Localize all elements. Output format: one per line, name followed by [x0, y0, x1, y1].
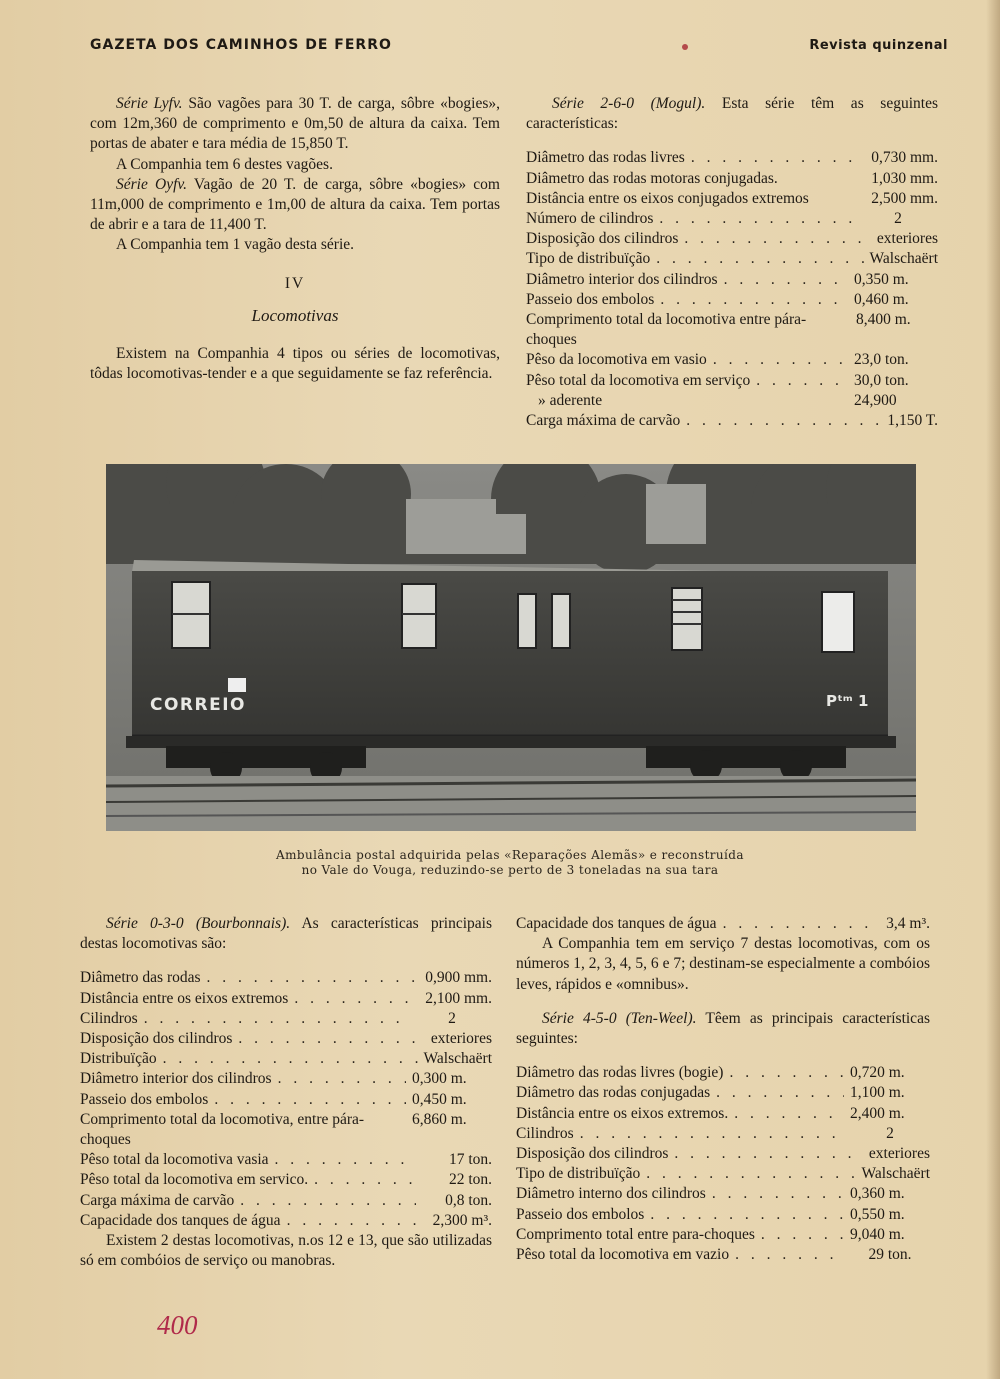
page-number: 400	[157, 1310, 198, 1340]
series-lyfv-label: Série Lyfv.	[116, 95, 183, 112]
left-bottom-column	[80, 914, 492, 1271]
spec-row: Pêso total da locomotiva em vazio . . . 29 ton.	[516, 1245, 930, 1265]
paragraph-mogul-count: A Companhia tem em serviço 7 destas locomotivas, com os números 1, 2, 3, 4, 5, 6 e 7; destinam-se especialmente a combóios leves, rápidos e «omnibus».	[516, 935, 930, 993]
right-bottom-column	[516, 914, 930, 1265]
spec-row: Cilindros . . . 2	[80, 1009, 492, 1029]
series-mogul-label: Série 2-6-0 (Mogul).	[552, 95, 706, 112]
spec-row: Pêso total da locomotiva em servico. . . . 22 ton.	[80, 1170, 492, 1190]
series-tenweel-text: Têem as principais características seguintes:	[516, 1009, 930, 1048]
spec-row: » aderente 24,900	[538, 391, 897, 409]
page-binding-shadow	[986, 0, 1000, 1379]
postal-coach-illustration	[106, 464, 916, 831]
spec-row: Diâmetro das rodas livres (bogie) . . . 0,720 m.	[516, 1063, 930, 1083]
spec-row: Carga máxima de carvão . . . 0,8 ton.	[80, 1191, 492, 1211]
series-bourbonnais-text: As características principais destas locomotivas são:	[80, 915, 492, 953]
spec-row: Distância entre os eixos extremos. . . . 2,400 m.	[516, 1104, 930, 1124]
spec-row: Diâmetro interno dos cilindros . . . 0,360 m.	[516, 1184, 930, 1204]
right-top-column	[526, 94, 938, 431]
spec-row: Pêso total da locomotiva em serviço . . . 30,0 ton.	[526, 371, 938, 391]
paragraph-oyfv	[90, 175, 500, 236]
spec-row: Tipo de distribuïção . . . Walschaërt	[516, 1164, 930, 1184]
section-title: Locomotivas	[251, 305, 339, 325]
spec-row: Diâmetro das rodas livres . . . 0,730 mm.	[526, 148, 938, 168]
spec-row: Diâmetro das rodas . . . 0,900 mm.	[80, 968, 492, 988]
spec-row: Passeio dos embolos . . . 0,550 m.	[516, 1205, 930, 1225]
spec-row: Pêso total da locomotiva vasia . . . 17 ton.	[80, 1150, 492, 1170]
paragraph-lyfv-count: A Companhia tem 6 destes vagões.	[116, 155, 333, 173]
spec-row: Distância entre os eixos extremos . . . 2,100 mm.	[80, 989, 492, 1009]
paragraph-lyfv	[90, 94, 500, 155]
spec-row: Distância entre os eixos conjugados extremos 2,500 mm.	[526, 189, 938, 207]
spec-row: Número de cilindros . . . 2	[526, 209, 938, 229]
coach-label: CORREIO	[150, 695, 246, 715]
spec-row: Comprimento total entre para-choques . . . 9,040 m.	[516, 1225, 930, 1245]
paragraph-mogul-intro	[526, 94, 938, 134]
spec-row: Pêso da locomotiva em vasio . . . 23,0 ton.	[526, 350, 938, 370]
series-oyfv-label: Série Oyfv.	[116, 175, 187, 193]
left-top-column	[90, 94, 500, 384]
paragraph-bourbonnais-count: Existem 2 destas locomotivas, n.os 12 e 13, que são utilizadas só em combóios de serviço ou manobras.	[80, 1232, 492, 1270]
paragraph-bourbonnais-intro	[80, 914, 492, 954]
journal-subtitle: Revista quinzenal	[809, 38, 948, 53]
series-lyfv-text: São vagões para 30 T. de carga, sôbre «bogies», com 12m,360 de comprimento e 0m,50 de altura da caixa. Tem portas de abater e tara média de 15,850 T.	[90, 95, 500, 153]
series-bourbonnais-label: Série 0-3-0 (Bourbonnais).	[106, 915, 291, 932]
spec-row: Tipo de distribuïção . . . Walschaërt	[526, 249, 938, 269]
coach-number: Pᵗᵐ 1	[826, 692, 869, 710]
paragraph-oyfv-count: A Companhia tem 1 vagão desta série.	[116, 236, 355, 254]
spec-row: Diâmetro das rodas conjugadas . . . 1,100 m.	[516, 1083, 930, 1103]
spec-row: Carga máxima de carvão . . . 1,150 T.	[526, 411, 938, 431]
caption-line-2: no Vale do Vouga, reduzindo-se perto de 3 toneladas na sua tara	[301, 863, 719, 877]
spec-table-bourbonnais	[80, 968, 492, 1231]
spec-row: Capacidade dos tanques de água . . . 2,300 m³.	[80, 1211, 492, 1231]
spec-row: Diâmetro das rodas motoras conjugadas. 1,030 mm.	[526, 169, 938, 187]
spec-row: Diâmetro interior dos cilindros . . . 0,350 m.	[526, 270, 938, 290]
paragraph-locomotives-intro: Existem na Companhia 4 tipos ou séries de locomotivas, tôdas locomotivas-tender e a que seguidamente se faz referência.	[90, 345, 500, 383]
spec-table-mogul	[526, 148, 938, 431]
series-oyfv-text: Vagão de 20 T. de carga, sôbre «bogies» com 11m,000 de comprimento e 1m,00 de altura da caixa. Tem portas de abrir e a tara de 11,400 T.	[90, 175, 500, 234]
spec-row: Capacidade dos tanques de água . . . 3,4 m³.	[516, 914, 930, 934]
paragraph-tenweel-intro	[516, 1009, 930, 1049]
journal-title: GAZETA DOS CAMINHOS DE FERRO	[90, 37, 392, 53]
spec-row: Disposição dos cilindros . . . exteriores	[516, 1144, 930, 1164]
page-header	[90, 34, 948, 56]
spec-row: Disposição dos cilindros . . . exteriores	[526, 229, 938, 249]
spec-row: Passeio dos embolos . . . 0,450 m.	[80, 1090, 492, 1110]
postal-coach-photo	[106, 464, 916, 831]
caption-line-1: Ambulância postal adquirida pelas «Reparações Alemãs» e reconstruída	[276, 848, 744, 862]
spec-row: Disposição dos cilindros . . . exteriores	[80, 1029, 492, 1049]
spec-row: Distribuïção . . . Walschaërt	[80, 1049, 492, 1069]
spec-table-tenweel	[516, 1063, 930, 1265]
spec-row: Diâmetro interior dos cilindros . . . 0,300 m.	[80, 1069, 492, 1089]
series-tenweel-label: Série 4-5-0 (Ten-Weel).	[542, 1009, 697, 1027]
spec-row: Comprimento total da locomotiva, entre pára-choques 6,860 m.	[80, 1110, 467, 1149]
section-number: IV	[284, 274, 306, 292]
series-mogul-text: Esta série têm as seguintes características:	[526, 95, 938, 133]
spec-row: Cilindros . . . 2	[516, 1124, 930, 1144]
photo-caption	[200, 848, 820, 878]
spec-row: Passeio dos embolos . . . 0,460 m.	[526, 290, 938, 310]
header-ornament-dot	[682, 44, 688, 50]
spec-row: Comprimento total da locomotiva entre pára-choques 8,400 m.	[526, 311, 911, 349]
